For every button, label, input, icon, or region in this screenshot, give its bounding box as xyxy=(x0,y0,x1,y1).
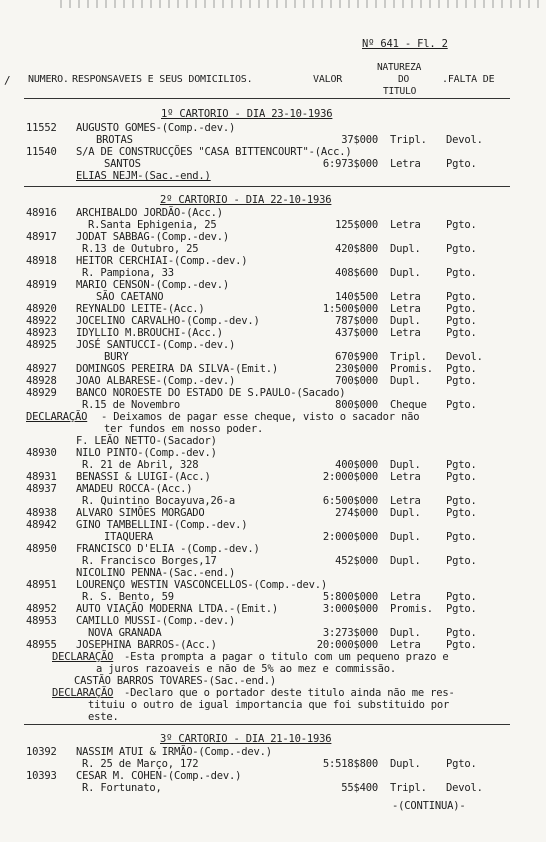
entry-name: CESAR M. COHEN-(Comp.-dev.) xyxy=(76,770,242,782)
entry-nat: Dupl. xyxy=(390,267,421,279)
entry-sub: BURY xyxy=(104,351,129,363)
entry-valor: 2:000$000 xyxy=(322,531,378,543)
entry-name: NICOLINO PENNA-(Sac.-end.) xyxy=(76,567,236,579)
declaration-label: DECLARAÇÃO xyxy=(52,687,114,699)
declaration-text: este. xyxy=(88,711,119,723)
entry-name: ARCHIBALDO JORDÃO-(Acc.) xyxy=(76,207,223,219)
entry-falta: Pgto. xyxy=(446,459,477,471)
entry-valor: 670$900 xyxy=(335,351,378,363)
entry-nat: Letra xyxy=(390,219,421,231)
entry-name: HEITOR CERCHIAI-(Comp.-dev.) xyxy=(76,255,248,267)
entry-falta: Pgto. xyxy=(446,507,477,519)
header-rule xyxy=(24,98,510,99)
entry-num: 48925 xyxy=(26,339,57,351)
entry-sub: ITAQUERA xyxy=(104,531,153,543)
entry-name: AUGUSTO GOMES-(Comp.-dev.) xyxy=(76,122,236,134)
entry-falta: Pgto. xyxy=(446,363,477,375)
col-natureza-3: TITULO xyxy=(383,86,417,97)
section-title-2: 2º CARTORIO - DIA 22-10-1936 xyxy=(160,194,332,206)
entry-falta: Pgto. xyxy=(446,639,477,651)
entry-nat: Dupl. xyxy=(390,555,421,567)
entry-nat: Tripl. xyxy=(390,134,427,146)
entry-num: 10392 xyxy=(26,746,57,758)
entry-valor: 5:518$800 xyxy=(322,758,378,770)
entry-num: 48937 xyxy=(26,483,57,495)
entry-name: BENASSI & LUIGI-(Acc.) xyxy=(76,471,211,483)
section-title-3: 3º CARTORIO - DIA 21-10-1936 xyxy=(160,733,332,745)
entry-num: 11540 xyxy=(26,146,57,158)
entry-falta: Pgto. xyxy=(446,267,477,279)
entry-valor: 3:000$000 xyxy=(322,603,378,615)
entry-nat: Letra xyxy=(390,471,421,483)
entry-valor: 125$000 xyxy=(335,219,378,231)
declaration-text: - Deixamos de pagar esse cheque, visto o sacador não xyxy=(101,411,420,423)
declaration-label: DECLARAÇÃO xyxy=(26,411,88,423)
entry-name: JOCELINO CARVALHO-(Comp.-dev.) xyxy=(76,315,260,327)
entry-name: MARIO CENSON-(Comp.-dev.) xyxy=(76,279,230,291)
entry-name: GINO TAMBELLINI-(Comp.-dev.) xyxy=(76,519,248,531)
entry-falta: Pgto. xyxy=(446,303,477,315)
entry-falta: Pgto. xyxy=(446,315,477,327)
entry-num: 11552 xyxy=(26,122,57,134)
entry-sub: R. S. Bento, 59 xyxy=(82,591,174,603)
entry-nat: Tripl. xyxy=(390,351,427,363)
entry-falta: Pgto. xyxy=(446,291,477,303)
entry-valor: 6:500$000 xyxy=(322,495,378,507)
section-rule xyxy=(24,186,510,187)
entry-valor: 230$000 xyxy=(335,363,378,375)
entry-valor: 55$400 xyxy=(341,782,378,794)
entry-falta: Pgto. xyxy=(446,627,477,639)
entry-name: S/A DE CONSTRUCÇÕES "CASA BITTENCOURT"-(Acc.) xyxy=(76,146,352,158)
entry-falta: Devol. xyxy=(446,134,483,146)
entry-valor: 452$000 xyxy=(335,555,378,567)
entry-num: 48920 xyxy=(26,303,57,315)
col-natureza-2: DO xyxy=(398,74,410,85)
entry-name: IDYLLIO M.BROUCHI-(Acc.) xyxy=(76,327,223,339)
entry-nat: Letra xyxy=(390,303,421,315)
entry-falta: Pgto. xyxy=(446,243,477,255)
entry-num: 48955 xyxy=(26,639,57,651)
entry-sub: R. Francisco Borges,17 xyxy=(82,555,217,567)
section-rule xyxy=(24,724,510,725)
entry-falta: Pgto. xyxy=(446,591,477,603)
entry-sub: SANTOS xyxy=(104,158,141,170)
declaration-label: DECLARAÇÃO xyxy=(52,651,114,663)
page-number: Nº 641 - Fl. 2 xyxy=(362,38,448,50)
entry-num: 48950 xyxy=(26,543,57,555)
entry-name: JOAO ALBARESE-(Comp.-dev.) xyxy=(76,375,236,387)
entry-falta: Pgto. xyxy=(446,399,477,411)
entry-nat: Letra xyxy=(390,291,421,303)
entry-nat: Dupl. xyxy=(390,315,421,327)
entry-name: JOSÉ SANTUCCI-(Comp.-dev.) xyxy=(76,339,236,351)
entry-nat: Dupl. xyxy=(390,459,421,471)
entry-falta: Pgto. xyxy=(446,375,477,387)
entry-nat: Promis. xyxy=(390,363,433,375)
col-valor: VALOR xyxy=(313,74,343,85)
entry-num: 48938 xyxy=(26,507,57,519)
entry-num: 48931 xyxy=(26,471,57,483)
entry-valor: 37$000 xyxy=(341,134,378,146)
entry-num: 48942 xyxy=(26,519,57,531)
entry-falta: Pgto. xyxy=(446,531,477,543)
entry-num: 48927 xyxy=(26,363,57,375)
entry-num: 48916 xyxy=(26,207,57,219)
entry-valor: 408$600 xyxy=(335,267,378,279)
entry-num: 48918 xyxy=(26,255,57,267)
entry-num: 48923 xyxy=(26,327,57,339)
entry-valor: 274$000 xyxy=(335,507,378,519)
entry-nat: Letra xyxy=(390,591,421,603)
entry-name: NASSIM ATUI & IRMÃO-(Comp.-dev.) xyxy=(76,746,272,758)
entry-nat: Dupl. xyxy=(390,627,421,639)
entry-num: 48952 xyxy=(26,603,57,615)
entry-valor: 400$000 xyxy=(335,459,378,471)
entry-num: 48917 xyxy=(26,231,57,243)
declaration-text: a juros razoaveis e não de 5% ao mez e commissão. xyxy=(96,663,396,675)
entry-name: FRANCISCO D'ELIA -(Comp.-dev.) xyxy=(76,543,260,555)
entry-falta: Pgto. xyxy=(446,327,477,339)
col-numero: NUMERO. xyxy=(28,74,69,85)
continua-text: -(CONTINUA)- xyxy=(392,800,466,812)
margin-mark: / xyxy=(4,74,11,87)
entry-nat: Cheque xyxy=(390,399,427,411)
entry-sub: NOVA GRANADA xyxy=(88,627,162,639)
entry-name: BANCO NOROESTE DO ESTADO DE S.PAULO-(Sacado) xyxy=(76,387,346,399)
entry-name: ELIAS NEJM-(Sac.-end.) xyxy=(76,170,211,182)
declaration-text: tituiu o outro de igual importancia que foi substituido por xyxy=(88,699,450,711)
entry-falta: Pgto. xyxy=(446,555,477,567)
entry-valor: 3:273$000 xyxy=(322,627,378,639)
entry-valor: 700$000 xyxy=(335,375,378,387)
entry-name: NILO PINTO-(Comp.-dev.) xyxy=(76,447,217,459)
entry-num: 48919 xyxy=(26,279,57,291)
scan-noise xyxy=(60,0,540,8)
entry-name: JOSEPHINA BARROS-(Acc.) xyxy=(76,639,217,651)
entry-nat: Tripl. xyxy=(390,782,427,794)
entry-name: AUTO VIAÇÃO MODERNA LTDA.-(Emit.) xyxy=(76,603,279,615)
entry-falta: Pgto. xyxy=(446,471,477,483)
declaration-text: -Esta prompta a pagar o titulo com um pequeno prazo e xyxy=(124,651,449,663)
entry-nat: Letra xyxy=(390,158,421,170)
entry-nat: Letra xyxy=(390,327,421,339)
entry-valor: 437$000 xyxy=(335,327,378,339)
entry-falta: Pgto. xyxy=(446,158,477,170)
entry-nat: Letra xyxy=(390,639,421,651)
entry-valor: 787$000 xyxy=(335,315,378,327)
entry-num: 48953 xyxy=(26,615,57,627)
entry-falta: Devol. xyxy=(446,782,483,794)
entry-sub: R. 25 de Março, 172 xyxy=(82,758,199,770)
entry-valor: 420$800 xyxy=(335,243,378,255)
entry-nat: Dupl. xyxy=(390,375,421,387)
entry-num: 48928 xyxy=(26,375,57,387)
entry-name: DOMINGOS PEREIRA DA SILVA-(Emit.) xyxy=(76,363,279,375)
entry-valor: 1:500$000 xyxy=(322,303,378,315)
entry-name: JODAT SABBAG-(Comp.-dev.) xyxy=(76,231,230,243)
entry-nat: Letra xyxy=(390,495,421,507)
entry-sub: R. 21 de Abril, 328 xyxy=(82,459,199,471)
declaration-text: -Declaro que o portador deste titulo ainda não me res- xyxy=(124,687,455,699)
entry-sub: R.Santa Ephigenia, 25 xyxy=(88,219,217,231)
entry-sub: R. Fortunato, xyxy=(82,782,162,794)
entry-valor: 5:800$000 xyxy=(322,591,378,603)
entry-name: ALVARO SIMÕES MORGADO xyxy=(76,507,205,519)
entry-nat: Promis. xyxy=(390,603,433,615)
entry-falta: Pgto. xyxy=(446,219,477,231)
entry-name: CAMILLO MUSSI-(Comp.-dev.) xyxy=(76,615,236,627)
entry-falta: Pgto. xyxy=(446,495,477,507)
entry-valor: 2:000$000 xyxy=(322,471,378,483)
col-natureza-1: NATUREZA xyxy=(377,62,422,73)
entry-name: AMADEU ROCCA-(Acc.) xyxy=(76,483,193,495)
entry-num: 48929 xyxy=(26,387,57,399)
declaration-signature: CASTÃO BARROS TOVARES-(Sac.-end.) xyxy=(74,675,277,687)
section-title-1: 1º CARTORIO - DIA 23-10-1936 xyxy=(161,108,333,120)
entry-num: 48951 xyxy=(26,579,57,591)
entry-num: 48930 xyxy=(26,447,57,459)
entry-name: REYNALDO LEITE-(Acc.) xyxy=(76,303,205,315)
declaration-text: ter fundos em nosso poder. xyxy=(104,423,264,435)
entry-nat: Dupl. xyxy=(390,531,421,543)
entry-sub: R. Quintino Bocayuva,26-a xyxy=(82,495,236,507)
entry-sub: SÃO CAETANO xyxy=(96,291,164,303)
entry-sub: R. Pampiona, 33 xyxy=(82,267,174,279)
entry-falta: Pgto. xyxy=(446,758,477,770)
entry-sub: R.13 de Outubro, 25 xyxy=(82,243,199,255)
entry-sub: BROTAS xyxy=(96,134,133,146)
entry-nat: Dupl. xyxy=(390,243,421,255)
declaration-signature: F. LEÃO NETTO-(Sacador) xyxy=(76,435,217,447)
entry-nat: Dupl. xyxy=(390,758,421,770)
col-falta: .FALTA DE xyxy=(442,74,495,85)
entry-num: 10393 xyxy=(26,770,57,782)
entry-valor: 6:973$000 xyxy=(322,158,378,170)
col-responsaveis: RESPONSAVEIS E SEUS DOMICILIOS. xyxy=(72,74,253,85)
entry-falta: Devol. xyxy=(446,351,483,363)
entry-name: LOURENÇO WESTIN VASCONCELLOS-(Comp.-dev.) xyxy=(76,579,327,591)
entry-valor: 800$000 xyxy=(335,399,378,411)
entry-valor: 140$500 xyxy=(335,291,378,303)
entry-falta: Pgto. xyxy=(446,603,477,615)
entry-nat: Dupl. xyxy=(390,507,421,519)
entry-num: 48922 xyxy=(26,315,57,327)
entry-valor: 20:000$000 xyxy=(316,639,378,651)
entry-sub: R.15 de Novembro xyxy=(82,399,180,411)
